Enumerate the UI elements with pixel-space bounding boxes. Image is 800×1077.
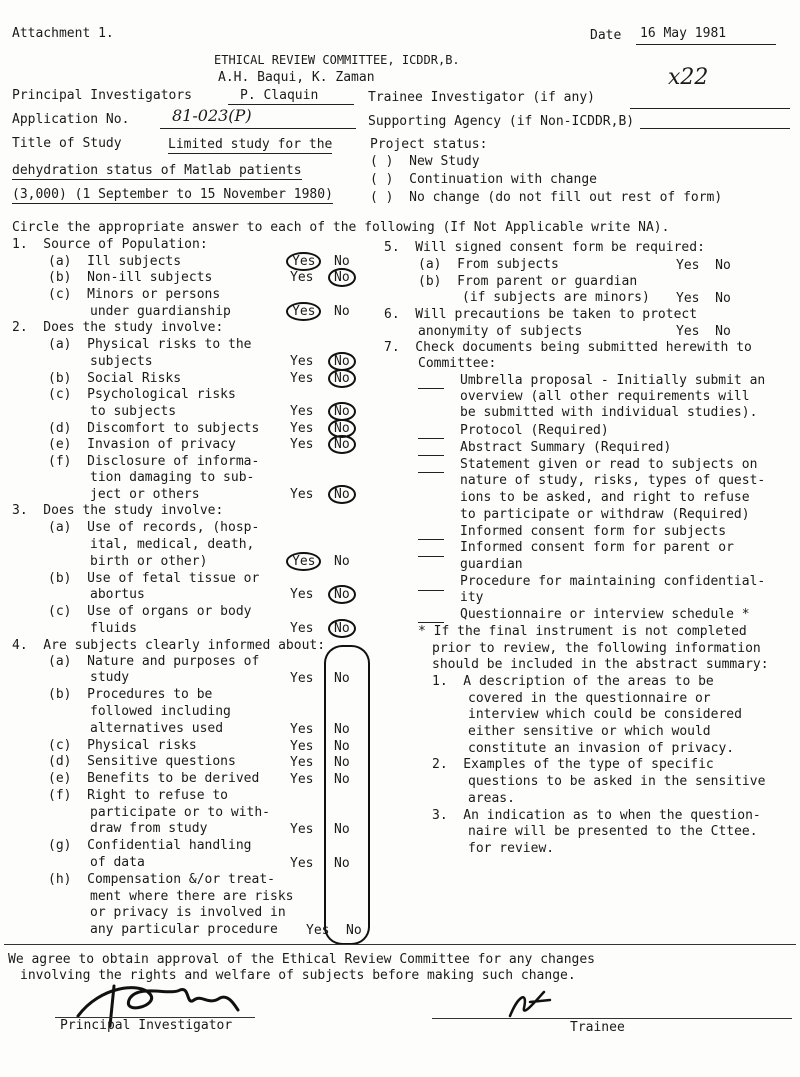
no-option[interactable]: No — [715, 291, 731, 306]
question-4a: (a) Nature and purposes of — [48, 654, 260, 669]
trainee-signature-line — [432, 1018, 792, 1019]
q1a-answer-yes[interactable] — [290, 254, 321, 270]
question-3: 3. Does the study involve: — [12, 503, 224, 518]
no-option[interactable]: No — [715, 258, 731, 273]
question-6: 6. Will precautions be taken to protect — [384, 307, 698, 322]
q2a-answer-yes[interactable]: Yes — [290, 354, 314, 369]
question-4h-cont2: or privacy is involved in — [90, 905, 286, 920]
footnote-item-1-cont2: interview which could be considered — [468, 707, 742, 722]
doc-umbrella-checkbox[interactable] — [418, 388, 444, 389]
q6-answer[interactable] — [676, 324, 731, 340]
q1c-answer-no[interactable]: No — [334, 304, 350, 319]
q4a-answer-yes[interactable]: Yes — [290, 671, 314, 686]
trainee-line — [630, 108, 790, 109]
q4c-answer-yes[interactable]: Yes — [290, 739, 314, 754]
no-option[interactable]: No — [328, 419, 356, 438]
question-4b-cont: followed including — [90, 704, 231, 719]
question-5b: (b) From parent or guardian — [418, 274, 638, 289]
project-status-label: Project status: — [370, 137, 488, 152]
doc-umbrella-cont2: be submitted with individual studies). — [460, 405, 758, 420]
footnote-item-2-cont2: areas. — [468, 791, 515, 806]
q4-no-answers-enclosure — [324, 645, 370, 945]
co-investigators: A.H. Baqui, K. Zaman — [218, 70, 375, 85]
question-4h-cont3: any particular procedure — [90, 922, 278, 937]
no-option[interactable]: No — [715, 324, 731, 339]
no-option[interactable]: No — [328, 619, 356, 638]
title-line-2[interactable]: dehydration status of Matlab patients — [12, 163, 302, 178]
doc-confidentiality-cont: ity — [460, 590, 484, 605]
q1b-answer-yes[interactable]: Yes — [290, 270, 314, 285]
question-1c-cont: under guardianship — [90, 304, 231, 319]
q2f-answer-yes[interactable]: Yes — [290, 487, 314, 502]
agency-label: Supporting Agency (if Non-ICDDR,B) — [368, 114, 635, 129]
no-option[interactable]: No — [328, 402, 356, 421]
question-2a: (a) Physical risks to the — [48, 337, 252, 352]
q5a-answer[interactable] — [676, 258, 731, 274]
question-4f: (f) Right to refuse to — [48, 788, 229, 803]
question-4a-cont: study — [90, 670, 130, 685]
no-option[interactable]: No — [328, 585, 356, 604]
question-1: 1. Source of Population: — [12, 237, 208, 252]
q4h-answer-yes[interactable]: Yes — [306, 923, 330, 938]
question-2: 2. Does the study involve: — [12, 320, 224, 335]
doc-abstract-checkbox[interactable] — [418, 455, 444, 456]
question-2a-cont: subjects — [90, 354, 153, 369]
date-label: Date — [590, 28, 622, 43]
title-line-1[interactable]: Limited study for the — [168, 137, 333, 152]
doc-protocol-checkbox[interactable] — [418, 438, 444, 439]
q4f-answer-no[interactable]: No — [334, 822, 350, 837]
footnote-item-1-cont: covered in the questionnaire or — [468, 691, 711, 706]
question-4h-cont: ment where there are risks — [90, 889, 294, 904]
question-2b: (b) Social Risks — [48, 371, 182, 386]
question-4d: (d) Sensitive questions — [48, 754, 236, 769]
q2a-answer-no[interactable] — [332, 354, 356, 370]
pi-value[interactable]: P. Claquin — [240, 88, 319, 103]
q4b-answer-no[interactable]: No — [334, 722, 350, 737]
question-4g-cont: of data — [90, 855, 145, 870]
no-option[interactable]: No — [328, 485, 356, 504]
question-4h: (h) Compensation &/or treat- — [48, 872, 275, 887]
status-new-study[interactable]: ( ) New Study — [370, 154, 480, 169]
question-3b: (b) Use of fetal tissue or — [48, 571, 260, 586]
question-5: 5. Will signed consent form be required: — [384, 240, 705, 255]
doc-consent-subjects: Informed consent form for subjects — [460, 524, 727, 539]
date-value[interactable]: 16 May 1981 — [640, 26, 727, 41]
footnote-line-2: prior to review, the following information — [432, 641, 761, 656]
yes-option[interactable]: Yes — [676, 291, 700, 306]
question-4c: (c) Physical risks — [48, 738, 197, 753]
question-3a-cont2: birth or other) — [90, 554, 208, 569]
q2e-answer-no[interactable] — [332, 437, 356, 453]
agency-line — [640, 128, 790, 129]
question-4: 4. Are subjects clearly informed about: — [12, 638, 326, 653]
attachment-label: Attachment 1. — [12, 26, 114, 41]
q3b-answer-yes[interactable]: Yes — [290, 587, 314, 602]
app-label: Application No. — [12, 112, 130, 127]
question-2e: (e) Invasion of privacy — [48, 437, 236, 452]
q4b-answer-yes[interactable]: Yes — [290, 722, 314, 737]
yes-option[interactable]: Yes — [676, 258, 700, 273]
q4d-answer-no[interactable]: No — [334, 755, 350, 770]
yes-option[interactable]: Yes — [286, 302, 321, 321]
doc-consent-parent-cont: guardian — [460, 557, 523, 572]
pi-signature-label: Principal Investigator — [60, 1018, 233, 1033]
question-4b-cont2: alternatives used — [90, 721, 224, 736]
question-3c-cont: fluids — [90, 621, 137, 636]
q2b-answer-no[interactable] — [332, 371, 356, 387]
doc-consent-parent: Informed consent form for parent or — [460, 540, 734, 555]
q4e-answer-no[interactable]: No — [334, 772, 350, 787]
q1a-answer-no[interactable]: No — [334, 254, 350, 269]
q2c-answer-no[interactable] — [332, 404, 356, 420]
question-1a: (a) Ill subjects — [48, 254, 182, 269]
question-4e: (e) Benefits to be derived — [48, 771, 260, 786]
agreement-line-2: involving the rights and welfare of subjects before making such change. — [20, 968, 576, 983]
question-2f-cont2: ject or others — [90, 487, 200, 502]
q3c-answer-yes[interactable]: Yes — [290, 621, 314, 636]
q2f-answer-no[interactable] — [332, 487, 356, 503]
yes-option[interactable]: Yes — [676, 324, 700, 339]
footer-divider — [4, 944, 796, 945]
footnote-item-3: 3. An indication as to when the question- — [432, 808, 761, 823]
q3c-answer-no[interactable] — [332, 621, 356, 637]
pi-label: Principal Investigators — [12, 88, 193, 103]
doc-confidentiality: Procedure for maintaining confidential- — [460, 574, 766, 589]
footnote-line-3: should be included in the abstract summary: — [432, 657, 769, 672]
question-4f-cont: participate or to with- — [90, 805, 271, 820]
trainee-signature-label: Trainee — [570, 1020, 625, 1035]
q2c-answer-yes[interactable]: Yes — [290, 404, 314, 419]
question-5a: (a) From subjects — [418, 257, 559, 272]
title-line-3[interactable]: (3,000) (1 September to 15 November 1980) — [12, 187, 333, 202]
no-option[interactable]: No — [328, 352, 356, 371]
question-7-cont: Committee: — [418, 356, 497, 371]
question-4g: (g) Confidential handling — [48, 838, 252, 853]
no-option[interactable]: No — [328, 369, 356, 388]
doc-consent-parent-checkbox[interactable] — [418, 556, 444, 557]
q1b-answer-no[interactable] — [332, 270, 356, 286]
doc-questionnaire-checkbox[interactable] — [418, 622, 444, 623]
trainee-signature — [500, 986, 560, 1026]
footnote-item-3-cont2: for review. — [468, 841, 555, 856]
question-7: 7. Check documents being submitted herewith to — [384, 340, 752, 355]
q3b-answer-no[interactable] — [332, 587, 356, 603]
doc-consent-subjects-checkbox[interactable] — [418, 539, 444, 540]
question-2f-cont: tion damaging to sub- — [90, 470, 255, 485]
q4h-answer-no[interactable]: No — [346, 923, 362, 938]
doc-abstract: Abstract Summary (Required) — [460, 440, 672, 455]
q5b-answer[interactable] — [676, 291, 731, 307]
doc-statement-cont3: to participate or withdraw (Required) — [460, 507, 750, 522]
app-line — [160, 128, 356, 129]
question-3a: (a) Use of records, (hosp- — [48, 520, 260, 535]
doc-umbrella-cont: overview (all other requirements will — [460, 389, 750, 404]
question-2c-cont: to subjects — [90, 404, 177, 419]
date-line — [636, 44, 776, 45]
footnote-item-2: 2. Examples of the type of specific — [432, 757, 714, 772]
question-5b-cont: (if subjects are minors) — [462, 290, 650, 305]
instruction-text: Circle the appropriate answer to each of the following (If Not Applicable write NA). — [12, 220, 670, 235]
doc-umbrella: Umbrella proposal - Initially submit an — [460, 373, 766, 388]
app-value[interactable]: 81-023(P) — [172, 106, 252, 125]
doc-questionnaire: Questionnaire or interview schedule * — [460, 607, 750, 622]
no-option[interactable]: No — [328, 435, 356, 454]
reference-mark: x22 — [668, 65, 709, 90]
q2b-answer-yes[interactable]: Yes — [290, 371, 314, 386]
question-2d: (d) Discomfort to subjects — [48, 421, 260, 436]
q4c-answer-no[interactable]: No — [334, 739, 350, 754]
question-6-cont: anonymity of subjects — [418, 324, 583, 339]
doc-protocol: Protocol (Required) — [460, 423, 609, 438]
doc-statement-cont: nature of study, risks, types of quest- — [460, 473, 766, 488]
q1c-answer-yes[interactable] — [290, 304, 321, 320]
trainee-label: Trainee Investigator (if any) — [368, 90, 595, 105]
question-4b: (b) Procedures to be — [48, 687, 213, 702]
doc-statement-checkbox[interactable] — [418, 472, 444, 473]
status-continuation[interactable]: ( ) Continuation with change — [370, 172, 597, 187]
footnote-item-1-cont4: constitute an invasion of privacy. — [468, 741, 735, 756]
q4g-answer-yes[interactable]: Yes — [290, 856, 314, 871]
question-3c: (c) Use of organs or body — [48, 604, 252, 619]
agreement-line-1: We agree to obtain approval of the Ethical Review Committee for any changes — [8, 952, 595, 967]
doc-statement: Statement given or read to subjects on — [460, 457, 758, 472]
question-1b: (b) Non-ill subjects — [48, 270, 213, 285]
footnote-item-2-cont: questions to be asked in the sensitive — [468, 774, 766, 789]
q4d-answer-yes[interactable]: Yes — [290, 755, 314, 770]
doc-confidentiality-checkbox[interactable] — [418, 590, 444, 591]
footnote-item-1-cont3: either sensitive or which would — [468, 724, 711, 739]
q4e-answer-yes[interactable]: Yes — [290, 772, 314, 787]
q3a-answer-yes[interactable] — [290, 554, 321, 570]
yes-option[interactable]: Yes — [286, 552, 321, 571]
question-3b-cont: abortus — [90, 587, 145, 602]
question-1c: (c) Minors or persons — [48, 287, 221, 302]
status-no-change[interactable]: ( ) No change (do not fill out rest of form) — [370, 190, 723, 205]
q3a-answer-no[interactable]: No — [334, 554, 350, 569]
q4f-answer-yes[interactable]: Yes — [290, 822, 314, 837]
committee-title: ETHICAL REVIEW COMMITTEE, ICDDR,B. — [214, 53, 460, 67]
no-option[interactable]: No — [328, 268, 356, 287]
question-2f: (f) Disclosure of informa- — [48, 454, 260, 469]
yes-option[interactable]: Yes — [286, 252, 321, 271]
q4a-answer-no[interactable]: No — [334, 671, 350, 686]
q4g-answer-no[interactable]: No — [334, 856, 350, 871]
title-label: Title of Study — [12, 136, 122, 151]
question-2c: (c) Psychological risks — [48, 387, 236, 402]
question-3a-cont: ital, medical, death, — [90, 537, 255, 552]
footnote-item-3-cont: naire will be presented to the Cttee. — [468, 824, 758, 839]
q2e-answer-yes[interactable]: Yes — [290, 437, 314, 452]
footnote-line-1: * If the final instrument is not completed — [418, 624, 747, 639]
q2d-answer-yes[interactable]: Yes — [290, 421, 314, 436]
pi-line — [228, 104, 354, 105]
footnote-item-1: 1. A description of the areas to be — [432, 674, 714, 689]
question-4f-cont2: draw from study — [90, 821, 208, 836]
doc-statement-cont2: ions to be asked, and right to refuse — [460, 490, 750, 505]
